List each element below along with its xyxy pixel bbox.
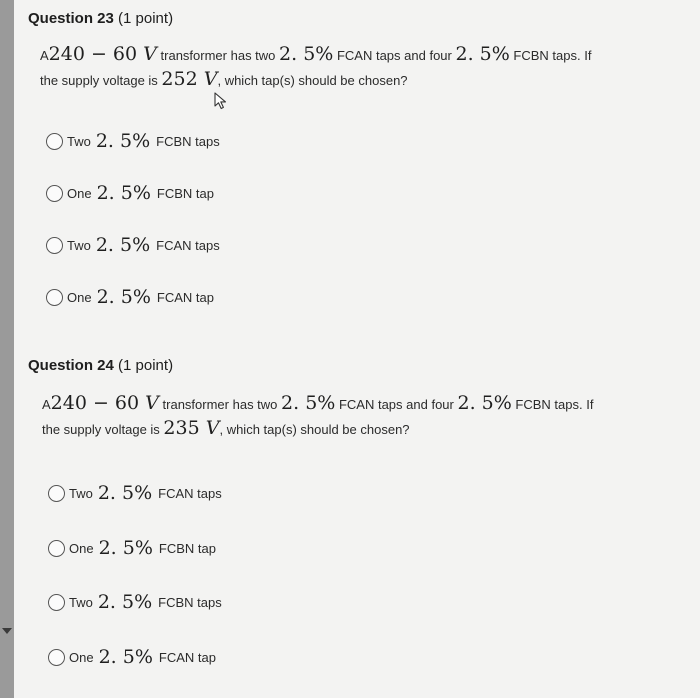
answer-option[interactable]: Two 2. 5% FCBN taps xyxy=(48,589,222,615)
question-stem-line-1 xyxy=(40,43,591,67)
stem-text: , which tap(s) should be chosen? xyxy=(219,422,410,437)
radio-button-icon[interactable] xyxy=(46,289,63,306)
answer-option[interactable]: Two 2. 5% FCAN taps xyxy=(48,480,222,506)
stem-text: FCBN taps. If xyxy=(513,48,592,63)
mouse-pointer-icon xyxy=(214,92,228,110)
stem-ratio: 240 − 60 V xyxy=(50,392,159,414)
radio-button-icon[interactable] xyxy=(48,540,65,557)
stem-voltage: 235 V xyxy=(163,417,220,439)
stem-text: FCBN taps. If xyxy=(515,397,594,412)
stem-text: transformer has two xyxy=(160,48,276,63)
answer-option[interactable]: One 2. 5% FCAN tap xyxy=(46,284,214,310)
stem-article: A xyxy=(42,397,51,412)
radio-button-icon[interactable] xyxy=(48,649,65,666)
question-stem-line-1 xyxy=(42,392,593,416)
stem-article: A xyxy=(40,48,49,63)
stem-text: transformer has two xyxy=(162,397,278,412)
radio-button-icon[interactable] xyxy=(48,594,65,611)
question-stem-line-2 xyxy=(40,68,408,92)
collapse-arrow-icon[interactable] xyxy=(2,628,12,634)
question-number: Question 23 xyxy=(28,10,114,27)
stem-text: FCAN taps and four xyxy=(338,397,454,412)
question-points: (1 point) xyxy=(118,10,174,27)
question-number: Question 24 xyxy=(28,357,114,374)
stem-text: FCAN taps and four xyxy=(336,48,452,63)
radio-button-icon[interactable] xyxy=(46,185,63,202)
left-scroll-rail xyxy=(0,0,14,698)
quiz-page xyxy=(14,0,700,698)
answer-option[interactable]: One 2. 5% FCAN tap xyxy=(48,644,216,670)
answer-option[interactable]: One 2. 5% FCBN tap xyxy=(48,535,216,561)
question-title xyxy=(28,10,173,27)
answer-option[interactable]: Two 2. 5% FCBN taps xyxy=(46,128,220,154)
stem-ratio: 240 − 60 V xyxy=(48,43,157,65)
question-title xyxy=(28,357,173,374)
radio-button-icon[interactable] xyxy=(46,237,63,254)
answer-option[interactable]: Two 2. 5% FCAN taps xyxy=(46,232,220,258)
stem-text: the supply voltage is xyxy=(40,73,158,88)
radio-button-icon[interactable] xyxy=(46,133,63,150)
stem-percent: 2. 5% xyxy=(281,392,336,414)
stem-percent: 2. 5% xyxy=(279,43,334,65)
stem-voltage: 252 V xyxy=(161,68,218,90)
stem-text: the supply voltage is xyxy=(42,422,160,437)
stem-percent: 2. 5% xyxy=(457,392,512,414)
question-stem-line-2 xyxy=(42,417,410,441)
question-points: (1 point) xyxy=(118,357,174,374)
stem-text: , which tap(s) should be chosen? xyxy=(217,73,408,88)
answer-option[interactable]: One 2. 5% FCBN tap xyxy=(46,180,214,206)
stem-percent: 2. 5% xyxy=(455,43,510,65)
radio-button-icon[interactable] xyxy=(48,485,65,502)
